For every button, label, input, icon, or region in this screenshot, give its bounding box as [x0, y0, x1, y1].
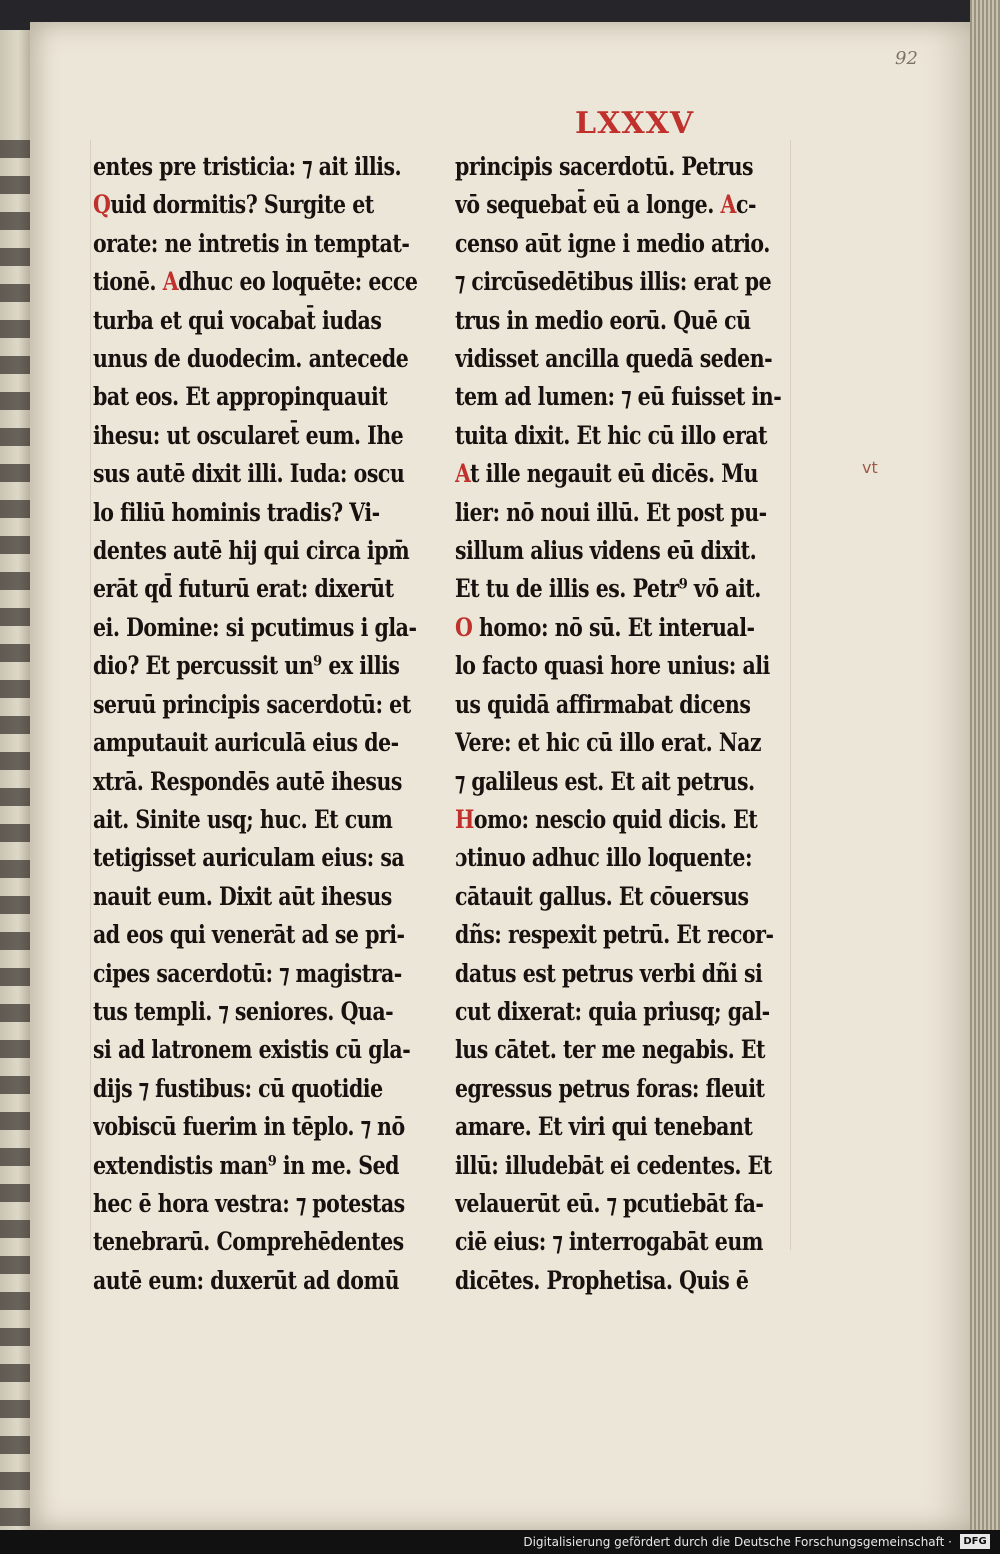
text-line: dentes autē hij qui circa ipm̄: [93, 536, 410, 566]
text-line: sillum alius videns eū dixit.: [455, 536, 757, 566]
text-line: lus cātet. ter me negabis. Et: [455, 1035, 766, 1065]
text-line: datus est petrus verbi dñi si: [455, 958, 763, 988]
text-line: seruū principis sacerdotū: et: [93, 689, 411, 719]
text-line: sus autē dixit illi. Iuda: oscu: [93, 459, 405, 489]
dfg-logo-icon: DFG: [960, 1534, 990, 1549]
footer-bar: [0, 1530, 1000, 1554]
rubricated-initial: A: [720, 190, 736, 220]
rubricated-initial: A: [162, 267, 179, 297]
text-column-left: [93, 148, 433, 1300]
text-line: Quid dormitis? Surgite et: [93, 190, 374, 220]
text-line: vobiscū fuerim in tēplo. ⁊ nō: [93, 1112, 405, 1142]
text-line: tetigisset auriculam eius: sa: [93, 843, 405, 873]
text-line: hec ē hora vestra: ⁊ potestas: [93, 1188, 405, 1218]
text-line: At ille negauit eū dicēs. Mu: [455, 459, 758, 489]
text-line: ad eos qui venerāt ad se pri-: [93, 920, 405, 950]
text-line: autē eum: duxerūt ad domū: [93, 1265, 400, 1295]
text-line: unus de duodecim. antecede: [93, 344, 409, 374]
text-line: censo aūt igne i medio atrio.: [455, 228, 770, 258]
text-line: ei. Domine: si pcutimus i gla-: [93, 612, 417, 642]
text-line: vidisset ancilla quedā seden-: [455, 344, 773, 374]
text-line: amare. Et viri qui tenebant: [455, 1112, 753, 1142]
text-line: tuita dixit. Et hic cū illo erat: [455, 420, 768, 450]
text-line: lo facto quasi hore unius: ali: [455, 651, 770, 681]
text-line: bat eos. Et appropinquauit: [93, 382, 388, 412]
text-line: lo filiū hominis tradis? Vi-: [93, 497, 380, 527]
text-line: orate: ne intretis in temptat-: [93, 228, 410, 258]
text-line: turba et qui vocabat̄ iudas: [93, 305, 382, 335]
page-stack-edge: [970, 0, 1000, 1530]
text-line: xtrā. Respondēs autē ihesus: [93, 766, 402, 796]
text-line: velauerūt eū. ⁊ pcutiebāt fa-: [455, 1188, 764, 1218]
text-line: Vere: et hic cū illo erat. Naz: [455, 728, 762, 758]
text-column-right: [455, 148, 795, 1300]
text-line: amputauit auriculā eius de-: [93, 728, 399, 758]
text-line: ⁊ circūsedētibus illis: erat pe: [455, 267, 772, 297]
rubricated-initial: Q: [93, 190, 111, 220]
previous-page-edge: [0, 30, 30, 1530]
text-line: ihesu: ut oscularet̄ eum. Ihe: [93, 420, 404, 450]
text-line: cātauit gallus. Et cōuersus: [455, 881, 749, 911]
text-line: Homo: nescio quid dicis. Et: [455, 804, 758, 834]
text-line: cut dixerat: quia priusq; gal-: [455, 996, 770, 1026]
funding-credit: Digitalisierung gefördert durch die Deutsche Forschungsgemeinschaft ·: [523, 1535, 952, 1549]
text-line: vō sequebat̄ eū a longe. Ac-: [455, 190, 756, 220]
marginal-mark: vt: [862, 458, 878, 477]
text-line: cipes sacerdotū: ⁊ magistra-: [93, 958, 402, 988]
text-line: tionē. Adhuc eo loquēte: ecce: [93, 267, 418, 297]
text-line: dñs: respexit petrū. Et recor-: [455, 920, 774, 950]
handwritten-page-number: 92: [895, 48, 918, 69]
text-line: trus in medio eorū. Quē cū: [455, 305, 751, 335]
text-line: ciē eius: ⁊ interrogabāt eum: [455, 1227, 763, 1257]
text-line: tenebrarū. Comprehēdentes: [93, 1227, 404, 1257]
text-line: dicētes. Prophetisa. Quis ē: [455, 1265, 749, 1295]
text-line: extendistis man⁹ in me. Sed: [93, 1150, 400, 1180]
text-line: si ad latronem existis cū gla-: [93, 1035, 411, 1065]
text-line: ɔtinuo adhuc illo loquente:: [455, 843, 753, 873]
text-line: erāt qd̄ futurū erat: dixerūt: [93, 574, 394, 604]
folio-number: LXXXV: [575, 106, 695, 141]
text-line: dio? Et percussit un⁹ ex illis: [93, 651, 400, 681]
rubricated-initial: A: [455, 459, 471, 489]
text-line: ait. Sinite usq; huc. Et cum: [93, 804, 393, 834]
text-line: tus templi. ⁊ seniores. Qua-: [93, 996, 394, 1026]
text-line: dijs ⁊ fustibus: cū quotidie: [93, 1073, 383, 1103]
text-line: us quidā affirmabat dicens: [455, 689, 751, 719]
column-rule-left: [90, 140, 91, 1250]
text-line: illū: illudebāt ei cedentes. Et: [455, 1150, 772, 1180]
text-line: O homo: nō sū. Et interual-: [455, 612, 755, 642]
text-line: Et tu de illis es. Petr⁹ vō ait.: [455, 574, 761, 604]
text-line: tem ad lumen: ⁊ eū fuisset in-: [455, 382, 782, 412]
text-line: nauit eum. Dixit aūt ihesus: [93, 881, 392, 911]
rubricated-initial: H: [455, 804, 474, 834]
rubricated-initial: O: [455, 612, 473, 642]
text-line: ⁊ galileus est. Et ait petrus.: [455, 766, 755, 796]
text-line: principis sacerdotū. Petrus: [455, 152, 754, 181]
text-line: entes pre tristicia: ⁊ ait illis.: [93, 152, 402, 181]
text-line: egressus petrus foras: fleuit: [455, 1073, 765, 1103]
text-line: lier: nō noui illū. Et post pu-: [455, 497, 767, 527]
previous-page-text-fragment: [0, 140, 30, 1530]
